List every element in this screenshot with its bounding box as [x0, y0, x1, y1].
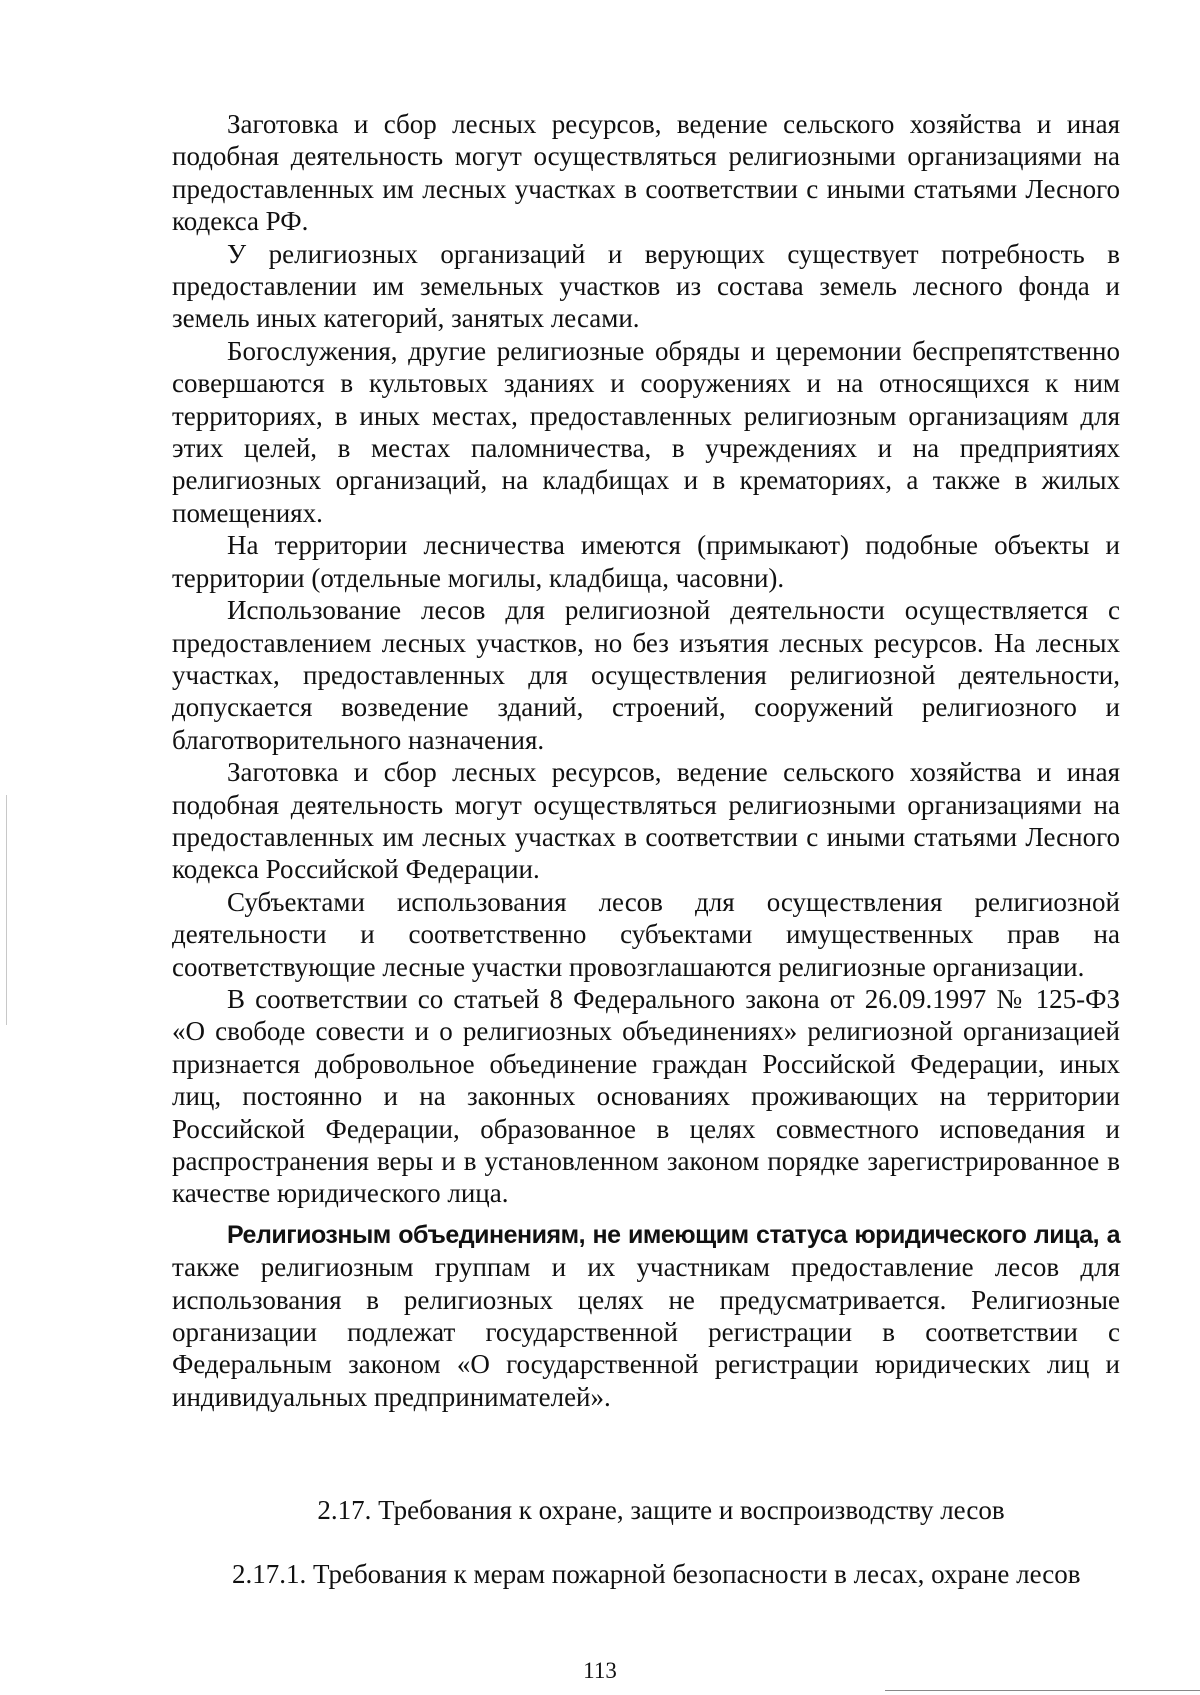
paragraph-unregistered-associations: [172, 1218, 1120, 1413]
paragraph-forest-use-religious: Использование лесов для религиозной деятельности осуществляется с предоставлением лесных участков, но без изъятия лесных ресурсов. На лесных участках, предоставленных для осуществления религиозной деятельности, допускается возведение зданий, строений, сооружений религиозного и благотворительного назначения.: [172, 595, 1120, 755]
paragraph-continuation: также религиозным группам и их участникам предоставление лесов для использования в религиозных целях не предусматривается. Религиозные организации подлежат государственной регистрации в соответствии с Федеральным законом «О государственной регистрации юридических лиц и индивидуальных предпринимателей».: [172, 1252, 1120, 1412]
page-number: 113: [583, 1658, 617, 1683]
body-text: [172, 108, 1120, 1413]
bold-lead-text: Религиозным объединениям, не имеющим статуса юридического лица, а: [227, 1220, 1120, 1249]
section-heading-2-17: 2.17. Требования к охране, защите и воспроизводству лесов: [317, 1495, 1005, 1525]
paragraph-forestry-objects: На территории лесничества имеются (примыкают) подобные объекты и территории (отдельные могилы, кладбища, часовни).: [172, 530, 1120, 593]
paragraph-land-need: У религиозных организаций и верующих существует потребность в предоставлении им земельных участков из состава земель лесного фонда и земель иных категорий, занятых лесами.: [172, 238, 1120, 334]
paragraph-subjects: Субъектами использования лесов для осуществления религиозной деятельности и соответственно субъектами имущественных прав на соответствующие лесные участки провозглашаются религиозные организации.: [172, 886, 1120, 982]
paragraph-forest-resources-short: Заготовка и сбор лесных ресурсов, ведение сельского хозяйства и иная подобная деятельность могут осуществляться религиозными организациями на предоставленных им лесных участках в соответствии с иными статьями Лесного кодекса РФ.: [172, 109, 1120, 237]
section-heading-2-17-1: 2.17.1. Требования к мерам пожарной безопасности в лесах, охране лесов: [232, 1559, 1081, 1589]
scan-edge-mark: [6, 795, 7, 1025]
paragraph-worship-places: Богослужения, другие религиозные обряды и церемонии беспрепятственно совершаются в культовых зданиях и сооружениях и на относящихся к ним территориях, в иных местах, предоставленных религиозным организациям для этих целей, в местах паломничества, в учреждениях и на предприятиях религиозных организаций, на кладбищах и в крематориях, а также в жилых помещениях.: [172, 335, 1120, 528]
scan-edge-line: [885, 1690, 1200, 1691]
paragraph-federal-law: В соответствии со статьей 8 Федерального закона от 26.09.1997 № 125-ФЗ «О свободе совести и о религиозных объединениях» религиозной организацией признается добровольное объединение граждан Российской Федерации, иных лиц, постоянно и на законных основаниях проживающих на территории Российской Федерации, образованное в целях совместного исповедания и распространения веры и в установленном законом порядке зарегистрированное в качестве юридического лица.: [172, 983, 1120, 1209]
paragraph-forest-resources-full: Заготовка и сбор лесных ресурсов, ведение сельского хозяйства и иная подобная деятельность могут осуществляться религиозными организациями на предоставленных им лесных участках в соответствии с иными статьями Лесного кодекса Российской Федерации.: [172, 757, 1120, 885]
